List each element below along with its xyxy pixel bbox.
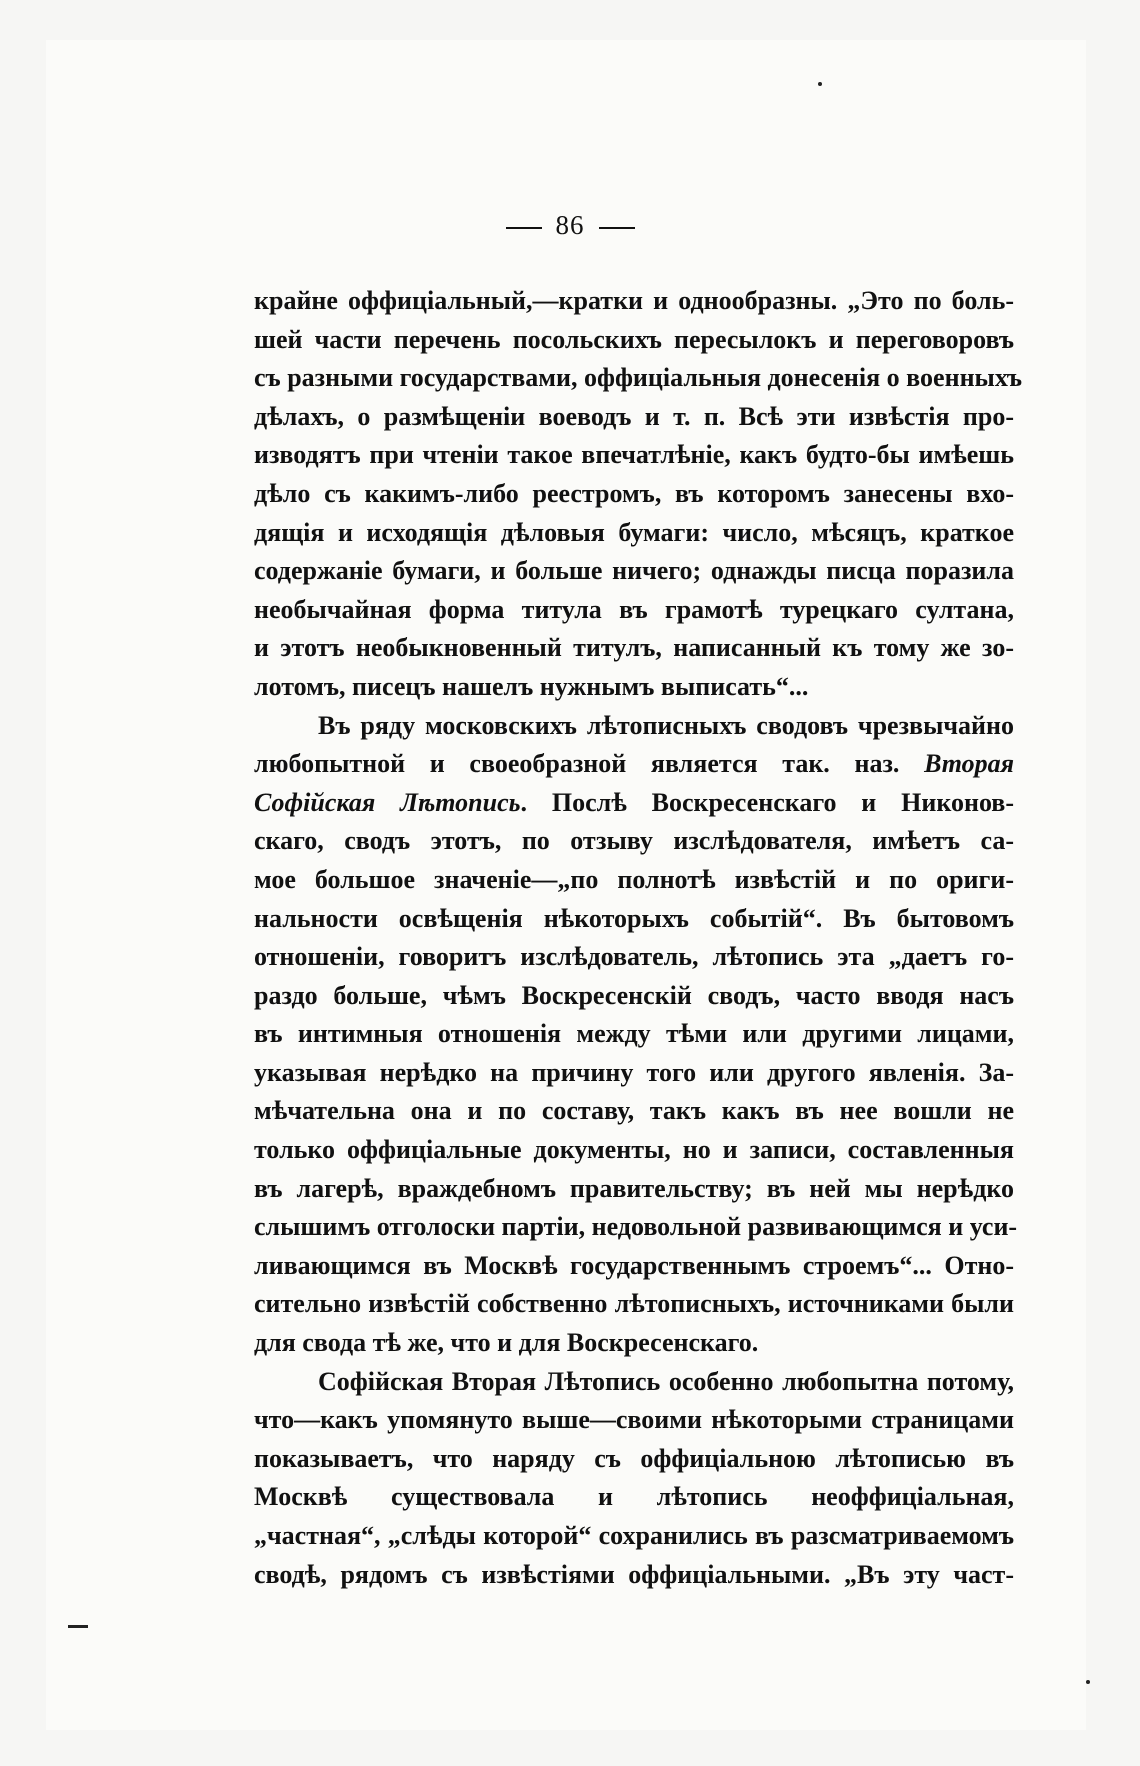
paragraph-start-line: Въ ряду московскихъ лѣтописныхъ сводовъ чрезвычайно: [318, 710, 1014, 740]
paragraph-start-line: Софійская Вторая Лѣтопись особенно любопытна потому,: [318, 1366, 1014, 1396]
text-line: „частная“, „слѣды которой“ сохранились въ разсматриваемомъ: [254, 1521, 1014, 1550]
text-line: раздо больше, чѣмъ Воскресенскій сводъ, часто вводя насъ: [254, 980, 1014, 1010]
text-line: сительно извѣстій собственно лѣтописныхъ, источниками были: [254, 1289, 1014, 1319]
text-line: скаго, сводъ этотъ, по отзыву изслѣдователя, имѣетъ са-: [254, 826, 1014, 856]
text-line: ливающимся въ Москвѣ государственнымъ строемъ“... Отно-: [254, 1250, 1014, 1280]
text-line: указывая нерѣдко на причину того или другого явленія. За-: [254, 1057, 1014, 1087]
dash-left: [506, 227, 542, 229]
page-number-value: 86: [555, 210, 585, 240]
text-line: дящія и исходящія дѣловыя бумаги: число, мѣсяцъ, краткое: [254, 517, 1014, 547]
text-line: дѣлахъ, о размѣщеніи воеводъ и т. п. Всѣ эти извѣстія про-: [254, 401, 1014, 431]
print-speck: [818, 82, 822, 86]
text-line: необычайная форма титула въ грамотѣ турецкаго султана,: [254, 594, 1014, 624]
text-line: отношеніи, говоритъ изслѣдователь, лѣтопись эта „даетъ го-: [254, 942, 1014, 972]
text-line: съ разными государствами, оффиціальныя донесенія о военныхъ: [254, 363, 1023, 393]
page-number: [0, 210, 1140, 241]
text-line: въ интимныя отношенія между тѣми или другими лицами,: [254, 1019, 1014, 1049]
text-line: мое большое значеніе—„по полнотѣ извѣстій и по ориги-: [254, 864, 1014, 894]
text-line: Москвѣ существовала и лѣтопись неоффиціальная,: [254, 1482, 1014, 1512]
text-line: лотомъ, писецъ нашелъ нужнымъ выписать“...: [254, 671, 809, 701]
text-line: сводѣ, рядомъ съ извѣстіями оффиціальными. „Въ эту част-: [254, 1559, 1014, 1589]
text-line: только оффиціальные документы, но и записи, составленныя: [254, 1135, 1014, 1165]
text-line: крайне оффиціальный,—кратки и однообразны. „Это по боль-: [254, 286, 1014, 315]
dash-right: [599, 227, 635, 229]
text-line: Софійская Лѣтопись. Послѣ Воскресенскаго и Никонов-: [254, 787, 1014, 817]
text-line: дѣло съ какимъ-либо реестромъ, въ которомъ занесены вхо-: [254, 478, 1014, 508]
text-line: слышимъ отголоски партіи, недовольной развивающимся и уси-: [254, 1212, 1018, 1242]
text-line: мѣчательна она и по составу, такъ какъ въ нее вошли не: [254, 1096, 1014, 1126]
margin-mark: [68, 1625, 88, 1628]
text-line: показываетъ, что наряду съ оффиціальною лѣтописью въ: [254, 1443, 1014, 1473]
print-speck: [1086, 1680, 1090, 1684]
text-line: въ лагерѣ, враждебномъ правительству; въ ней мы нерѣдко: [254, 1173, 1014, 1203]
text-line: нальности освѣщенія нѣкоторыхъ событій“. Въ бытовомъ: [254, 903, 1014, 933]
text-line: содержаніе бумаги, и больше ничего; однажды писца поразила: [254, 556, 1014, 586]
text-line: для свода тѣ же, что и для Воскресенскаго.: [254, 1328, 759, 1358]
italic-title: Вторая: [924, 749, 1014, 779]
body-text: [254, 282, 1023, 1594]
text-line: любопытной и своеобразной является так. наз. Вторая: [254, 749, 1014, 779]
italic-title: Софійская Лѣтопись: [254, 787, 521, 817]
text-line: что—какъ упомянуто выше—своими нѣкоторыми страницами: [254, 1405, 1014, 1435]
text-line: и этотъ необыкновенный титулъ, написанный къ тому же зо-: [254, 633, 1014, 663]
text-line: изводятъ при чтеніи такое впечатлѣніе, какъ будто-бы имѣешь: [254, 440, 1014, 470]
text-line: шей части перечень посольскихъ пересылокъ и переговоровъ: [254, 324, 1014, 354]
